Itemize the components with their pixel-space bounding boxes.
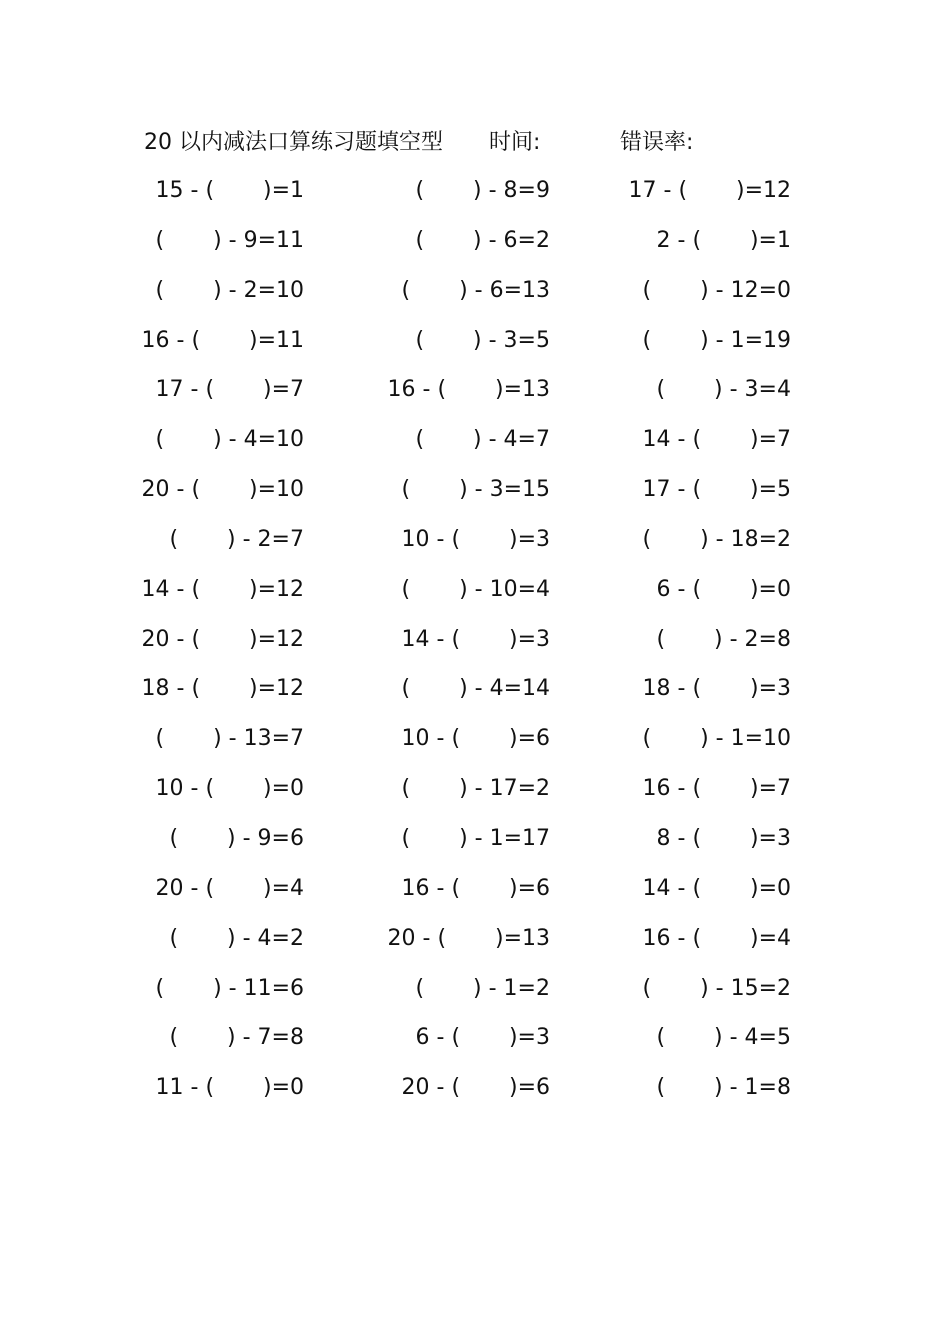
problem: 16 - ( )=11 bbox=[141, 327, 304, 353]
problem-row bbox=[0, 324, 950, 374]
problem: ( ) - 9=11 bbox=[155, 227, 304, 253]
problem-row bbox=[0, 473, 950, 523]
problem: 17 - ( )=5 bbox=[642, 477, 791, 503]
problem: ( ) - 13=7 bbox=[155, 726, 304, 752]
problem-row bbox=[0, 922, 950, 972]
problem: 20 - ( )=4 bbox=[155, 875, 304, 901]
problem: ( ) - 4=10 bbox=[155, 427, 304, 453]
problem: 14 - ( )=0 bbox=[642, 875, 791, 901]
problem: ( ) - 4=7 bbox=[415, 427, 550, 453]
error-rate-label: 错误率: bbox=[620, 130, 694, 155]
problem-row bbox=[0, 822, 950, 872]
problem-row bbox=[0, 423, 950, 473]
problem-row bbox=[0, 523, 950, 573]
problem: ( ) - 12=0 bbox=[642, 277, 791, 303]
problem: 10 - ( )=6 bbox=[401, 726, 550, 752]
problem: 14 - ( )=3 bbox=[401, 626, 550, 652]
problem: ( ) - 7=8 bbox=[169, 1025, 304, 1051]
problem: 17 - ( )=7 bbox=[155, 377, 304, 403]
problem-row bbox=[0, 872, 950, 922]
worksheet-header bbox=[144, 126, 824, 160]
problem: ( ) - 3=4 bbox=[656, 377, 791, 403]
problem: ( ) - 18=2 bbox=[642, 526, 791, 552]
problem-row bbox=[0, 722, 950, 772]
problem: ( ) - 6=13 bbox=[401, 277, 550, 303]
problem-row bbox=[0, 373, 950, 423]
problem: 14 - ( )=12 bbox=[141, 576, 304, 602]
problem: ( ) - 2=10 bbox=[155, 277, 304, 303]
problem: ( ) - 11=6 bbox=[155, 975, 304, 1001]
problem: 18 - ( )=3 bbox=[642, 676, 791, 702]
problem: ( ) - 1=8 bbox=[656, 1075, 791, 1101]
problem: 16 - ( )=6 bbox=[401, 875, 550, 901]
problem: 17 - ( )=12 bbox=[628, 178, 791, 203]
problem: 20 - ( )=12 bbox=[141, 626, 304, 652]
problem: ( ) - 4=5 bbox=[656, 1025, 791, 1051]
problem: 15 - ( )=1 bbox=[155, 178, 304, 203]
problem-row bbox=[0, 672, 950, 722]
problem: 14 - ( )=7 bbox=[642, 427, 791, 453]
problem-row bbox=[0, 1021, 950, 1071]
problem: ( ) - 8=9 bbox=[415, 178, 550, 203]
problem: 20 - ( )=6 bbox=[401, 1075, 550, 1101]
problem: ( ) - 4=14 bbox=[401, 676, 550, 702]
problem: ( ) - 2=7 bbox=[169, 526, 304, 552]
problem: ( ) - 1=17 bbox=[401, 825, 550, 851]
problem-row bbox=[0, 972, 950, 1022]
problem: ( ) - 4=2 bbox=[169, 925, 304, 951]
problem: ( ) - 2=8 bbox=[656, 626, 791, 652]
problem: ( ) - 1=19 bbox=[642, 327, 791, 353]
problem: ( ) - 1=10 bbox=[642, 726, 791, 752]
problem: 11 - ( )=0 bbox=[155, 1075, 304, 1101]
problem-grid bbox=[0, 174, 950, 1121]
problem: 18 - ( )=12 bbox=[141, 676, 304, 702]
problem-row bbox=[0, 224, 950, 274]
problem: ( ) - 3=15 bbox=[401, 477, 550, 503]
problem: ( ) - 15=2 bbox=[642, 975, 791, 1001]
problem: ( ) - 17=2 bbox=[401, 776, 550, 802]
problem: 20 - ( )=10 bbox=[141, 477, 304, 503]
problem: 16 - ( )=4 bbox=[642, 925, 791, 951]
problem: 20 - ( )=13 bbox=[387, 925, 550, 951]
problem-row bbox=[0, 174, 950, 224]
problem: 6 - ( )=0 bbox=[656, 576, 791, 602]
problem: 8 - ( )=3 bbox=[656, 825, 791, 851]
problem-row bbox=[0, 772, 950, 822]
problem: ( ) - 3=5 bbox=[415, 327, 550, 353]
problem-row bbox=[0, 573, 950, 623]
problem: ( ) - 9=6 bbox=[169, 825, 304, 851]
worksheet-title: 20 以内减法口算练习题填空型 bbox=[144, 130, 443, 155]
problem-row bbox=[0, 623, 950, 673]
problem: ( ) - 1=2 bbox=[415, 975, 550, 1001]
problem-row bbox=[0, 1071, 950, 1121]
problem-row bbox=[0, 274, 950, 324]
problem: 10 - ( )=3 bbox=[401, 526, 550, 552]
problem: 2 - ( )=1 bbox=[656, 227, 791, 253]
problem: 16 - ( )=13 bbox=[387, 377, 550, 403]
problem: 6 - ( )=3 bbox=[415, 1025, 550, 1051]
problem: 16 - ( )=7 bbox=[642, 776, 791, 802]
time-label: 时间: bbox=[489, 130, 541, 155]
problem: ( ) - 6=2 bbox=[415, 227, 550, 253]
problem: ( ) - 10=4 bbox=[401, 576, 550, 602]
problem: 10 - ( )=0 bbox=[155, 776, 304, 802]
